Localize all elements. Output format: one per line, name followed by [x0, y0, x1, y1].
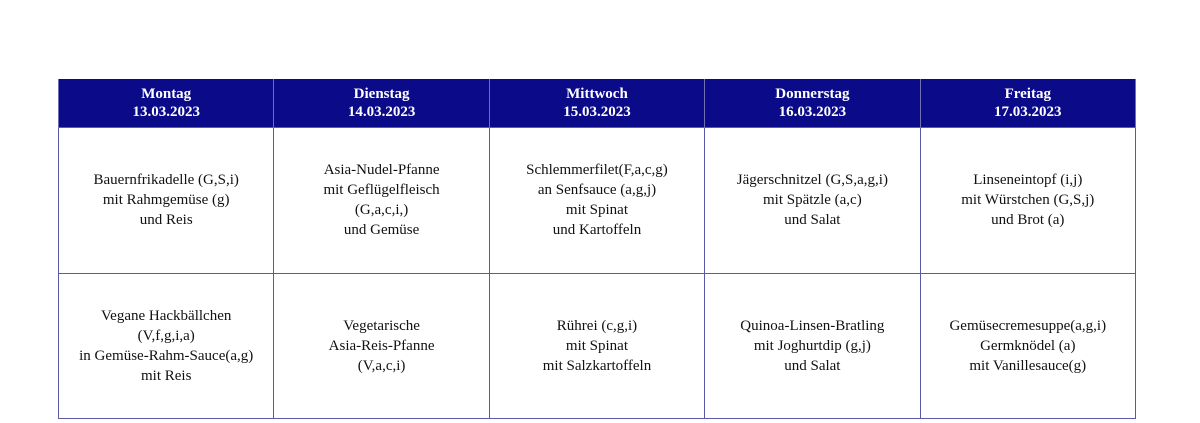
- meal-line: mit Vanillesauce(g): [969, 357, 1087, 374]
- weekly-menu-table: [58, 79, 1136, 419]
- meal-line: mit Rahmgemüse (g): [102, 192, 230, 209]
- header-row: [59, 79, 1136, 128]
- meal-line: Rührei (c,g,i): [556, 317, 638, 334]
- day-date: 17.03.2023: [994, 104, 1062, 120]
- meal-line: und Kartoffeln: [552, 222, 642, 239]
- menu-row-2: [59, 273, 1136, 419]
- meal-cell-wednesday-1: [489, 128, 704, 274]
- meal-line: (V,f,g,i,a): [137, 327, 195, 344]
- meal-line: Vegane Hackbällchen: [101, 307, 232, 324]
- meal-line: Bauernfrikadelle (G,S,i): [93, 172, 239, 189]
- meal-cell-thursday-1: [705, 128, 920, 274]
- meal-line: Quinoa-Linsen-Bratling: [740, 317, 885, 334]
- day-header-tuesday: [274, 79, 489, 128]
- day-date: 14.03.2023: [347, 104, 416, 120]
- meal-line: Schlemmerfilet(F,a,c,g): [526, 162, 668, 179]
- meal-cell-thursday-2: [705, 273, 920, 419]
- day-date: 16.03.2023: [778, 104, 847, 120]
- meal-line: in Gemüse-Rahm-Sauce(a,g): [79, 347, 254, 364]
- meal-cell-monday-1: [59, 128, 274, 274]
- day-name: Dienstag: [353, 86, 410, 102]
- meal-line: an Senfsauce (a,g,j): [537, 182, 657, 199]
- meal-line: Asia-Nudel-Pfanne: [323, 162, 440, 179]
- meal-line: und Salat: [784, 357, 841, 374]
- meal-line: und Brot (a): [991, 212, 1065, 229]
- meal-line: Vegetarische: [343, 317, 420, 334]
- meal-line: mit Würstchen (G,S,j): [961, 192, 1095, 209]
- day-name: Donnerstag: [775, 86, 850, 102]
- menu-row-1: [59, 128, 1136, 274]
- meal-line: Asia-Reis-Pfanne: [328, 337, 435, 354]
- meal-cell-monday-2: [59, 273, 274, 419]
- meal-line: Jägerschnitzel (G,S,a,g,i): [736, 172, 888, 189]
- meal-line: Germknödel (a): [980, 337, 1076, 354]
- meal-line: mit Salzkartoffeln: [542, 357, 652, 374]
- meal-line: mit Spinat: [565, 202, 629, 219]
- day-date: 13.03.2023: [132, 104, 200, 120]
- meal-line: und Reis: [139, 212, 193, 229]
- day-name: Mittwoch: [566, 86, 628, 102]
- meal-line: mit Reis: [140, 367, 192, 384]
- day-header-friday: [920, 79, 1135, 128]
- meal-line: und Salat: [784, 212, 841, 229]
- day-date: 15.03.2023: [563, 104, 631, 120]
- day-header-monday: [59, 79, 274, 128]
- day-name: Freitag: [1004, 86, 1051, 102]
- meal-line: (G,a,c,i,): [354, 202, 409, 219]
- meal-cell-wednesday-2: [489, 273, 704, 419]
- meal-cell-friday-1: [920, 128, 1135, 274]
- meal-line: Linseneintopf (i,j): [973, 172, 1083, 189]
- meal-line: mit Spätzle (a,c): [763, 192, 862, 209]
- meal-line: (V,a,c,i): [357, 357, 406, 374]
- meal-line: mit Joghurtdip (g,j): [753, 337, 871, 354]
- meal-cell-tuesday-2: [274, 273, 489, 419]
- meal-line: mit Geflügelfleisch: [323, 182, 440, 199]
- meal-line: mit Spinat: [565, 337, 629, 354]
- day-header-thursday: [705, 79, 920, 128]
- meal-cell-friday-2: [920, 273, 1135, 419]
- meal-line: und Gemüse: [343, 222, 420, 239]
- day-header-wednesday: [489, 79, 704, 128]
- meal-line: Gemüsecremesuppe(a,g,i): [949, 317, 1107, 334]
- day-name: Montag: [141, 86, 192, 102]
- meal-cell-tuesday-1: [274, 128, 489, 274]
